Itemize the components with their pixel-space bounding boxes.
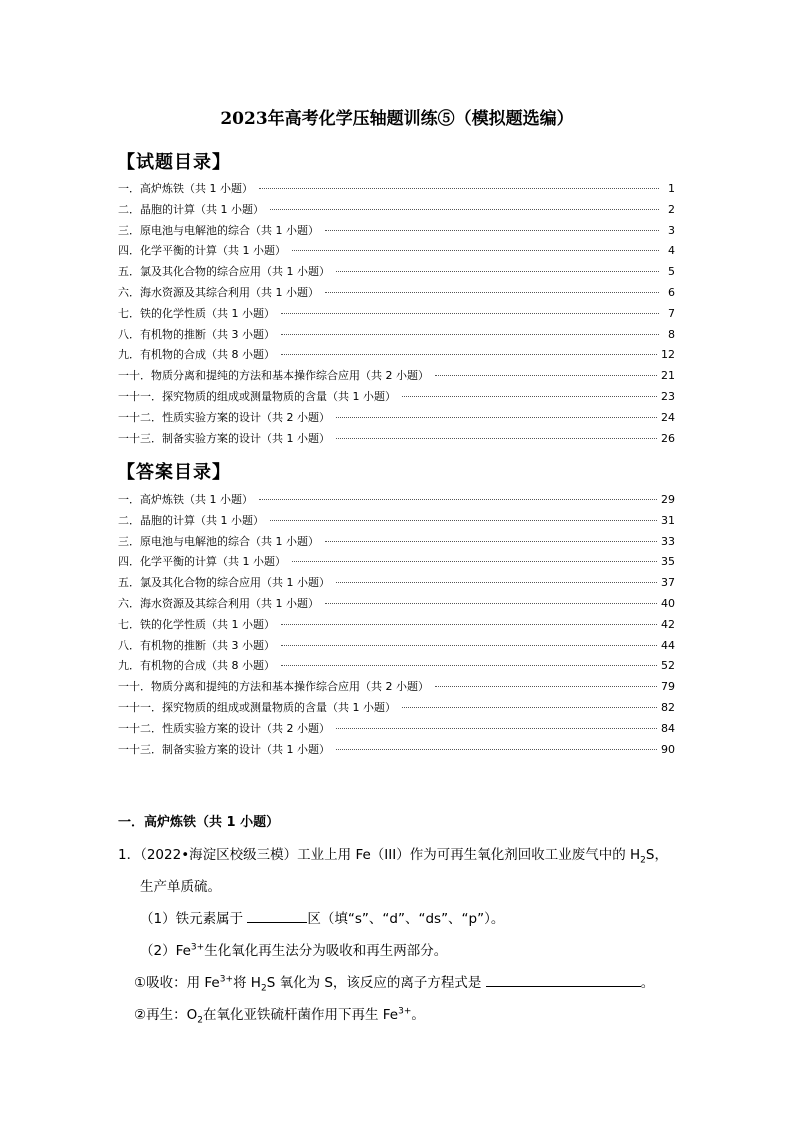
toc-entry-label: 八．有机物的推断（共 3 小题） [118,638,275,652]
part-2-step-1: ①吸收：用 $Fe^{3+}$将 $H_2S$ 氧化为 S，该反应的离子方程式是 。 [134,974,655,994]
toc-entry[interactable] [118,637,675,658]
toc-dot-leader [402,707,657,708]
toc-entry[interactable] [118,263,675,284]
toc-entry[interactable] [118,491,675,512]
toc-entry-page: 35 [661,555,675,569]
toc-entry-page: 2 [668,202,675,216]
toc-dot-leader [281,354,657,355]
toc-entry[interactable] [118,616,675,637]
toc-entry-page: 6 [668,285,675,299]
questions-toc [118,180,675,450]
toc-dot-leader [435,686,657,687]
toc-dot-leader [281,313,659,314]
toc-entry[interactable] [118,574,675,595]
toc-entry-page: 79 [661,680,675,694]
toc-entry-page: 40 [661,596,675,610]
toc-entry-page: 33 [661,534,675,548]
part-1: （1）铁元素属于 区（填“s”、“d”、“ds”、“p”）。 [140,911,505,927]
part-2-step-2: ②再生：$O_2$在氧化亚铁硫杆菌作用下再生 $Fe^{3+}$。 [134,1006,425,1026]
toc-entry-page: 23 [661,389,675,403]
toc-entry-page: 8 [668,327,675,341]
toc-entry-label: 一十三．制备实验方案的设计（共 1 小题） [118,431,330,445]
question-1-line-2: 生产单质硫。 [140,879,221,895]
toc-entry-page: 5 [668,265,675,279]
answers-toc-heading: 【答案目录】 [117,462,231,483]
toc-dot-leader [325,541,657,542]
toc-entry-page: 31 [661,513,675,527]
toc-entry-label: 六．海水资源及其综合利用（共 1 小题） [118,596,319,610]
toc-dot-leader [402,396,657,397]
toc-entry-page: 24 [661,410,675,424]
toc-dot-leader [259,499,657,500]
toc-dot-leader [336,582,657,583]
answers-toc [118,491,675,761]
toc-dot-leader [336,728,657,729]
toc-dot-leader [259,188,659,189]
toc-entry[interactable] [118,180,675,201]
toc-entry[interactable] [118,242,675,263]
toc-entry-label: 一．高炉炼铁（共 1 小题） [118,182,253,195]
toc-entry-label: 六．海水资源及其综合利用（共 1 小题） [118,285,319,299]
toc-entry-label: 一十二．性质实验方案的设计（共 2 小题） [118,410,330,424]
document-title: 2023年高考化学压轴题训练⑤（模拟题选编） [220,109,574,129]
toc-entry[interactable] [118,699,675,720]
toc-entry[interactable] [118,430,675,451]
toc-entry-page: 42 [661,617,675,631]
toc-entry-label: 一十一．探究物质的组成或测量物质的含量（共 1 小题） [118,700,396,714]
toc-entry-page: 90 [661,742,675,756]
toc-entry-page: 44 [661,638,675,652]
toc-entry-page: 7 [668,306,675,320]
toc-entry-label: 一十．物质分离和提纯的方法和基本操作综合应用（共 2 小题） [118,369,429,383]
toc-entry-label: 一十三．制备实验方案的设计（共 1 小题） [118,742,330,756]
toc-entry[interactable] [118,512,675,533]
toc-entry-label: 四．化学平衡的计算（共 1 小题） [118,555,286,569]
section-heading: 一．高炉炼铁（共 1 小题） [118,815,280,830]
toc-entry-label: 二．晶胞的计算（共 1 小题） [118,202,264,216]
toc-dot-leader [281,624,657,625]
toc-entry-label: 五．氯及其化合物的综合应用（共 1 小题） [118,265,330,279]
toc-entry-page: 4 [668,244,675,258]
toc-entry-label: 九．有机物的合成（共 8 小题） [118,348,275,362]
toc-entry-label: 四．化学平衡的计算（共 1 小题） [118,244,286,258]
toc-dot-leader [336,417,657,418]
toc-dot-leader [435,375,657,376]
toc-dot-leader [336,749,657,750]
toc-entry[interactable] [118,741,675,762]
toc-entry-page: 26 [661,431,675,445]
toc-dot-leader [292,250,659,251]
toc-entry-label: 三．原电池与电解池的综合（共 1 小题） [118,223,319,237]
toc-entry[interactable] [118,657,675,678]
toc-entry-page: 37 [661,576,675,590]
toc-dot-leader [281,334,659,335]
toc-dot-leader [292,561,657,562]
toc-entry[interactable] [118,201,675,222]
toc-entry-page: 12 [661,348,675,362]
toc-entry-label: 七．铁的化学性质（共 1 小题） [118,306,275,320]
toc-entry-page: 84 [661,721,675,735]
toc-entry-label: 一．高炉炼铁（共 1 小题） [118,493,253,506]
toc-entry-label: 一十．物质分离和提纯的方法和基本操作综合应用（共 2 小题） [118,680,429,694]
toc-entry[interactable] [118,367,675,388]
toc-entry[interactable] [118,595,675,616]
toc-entry-label: 一十二．性质实验方案的设计（共 2 小题） [118,721,330,735]
toc-entry-label: 二．晶胞的计算（共 1 小题） [118,513,264,527]
toc-entry-label: 三．原电池与电解池的综合（共 1 小题） [118,534,319,548]
toc-entry-page: 29 [661,493,675,506]
toc-entry-label: 九．有机物的合成（共 8 小题） [118,659,275,673]
toc-entry[interactable] [118,678,675,699]
toc-dot-leader [325,230,659,231]
toc-entry[interactable] [118,326,675,347]
toc-entry-page: 82 [661,700,675,714]
toc-entry[interactable] [118,388,675,409]
toc-dot-leader [336,271,659,272]
toc-entry-page: 21 [661,369,675,383]
toc-entry[interactable] [118,533,675,554]
toc-entry[interactable] [118,409,675,430]
toc-dot-leader [281,645,657,646]
answer-blank[interactable] [486,974,641,987]
toc-entry-page: 52 [661,659,675,673]
answer-blank[interactable] [247,910,307,923]
toc-dot-leader [325,603,657,604]
question-1-line-1: 1．（2022•海淀区校级三模）工业上用 Fe（III）作为可再生氧化剂回收工业废气中的 $H_2S$， [118,847,668,866]
toc-dot-leader [281,665,657,666]
part-2: $(2)Fe^{3+}$生化氧化再生法分为吸收和再生两部分。 [140,942,448,959]
toc-entry-label: 八．有机物的推断（共 3 小题） [118,327,275,341]
toc-entry[interactable] [118,720,675,741]
toc-entry-page: 3 [668,223,675,237]
toc-entry[interactable] [118,305,675,326]
toc-entry[interactable] [118,553,675,574]
toc-dot-leader [270,520,657,521]
toc-entry[interactable] [118,284,675,305]
questions-toc-heading: 【试题目录】 [117,152,231,173]
toc-entry-label: 五．氯及其化合物的综合应用（共 1 小题） [118,576,330,590]
toc-entry[interactable] [118,346,675,367]
toc-entry-label: 七．铁的化学性质（共 1 小题） [118,617,275,631]
toc-dot-leader [325,292,659,293]
toc-entry[interactable] [118,222,675,243]
toc-entry-page: 1 [668,182,675,195]
toc-dot-leader [270,209,659,210]
toc-dot-leader [336,438,657,439]
toc-entry-label: 一十一．探究物质的组成或测量物质的含量（共 1 小题） [118,389,396,403]
